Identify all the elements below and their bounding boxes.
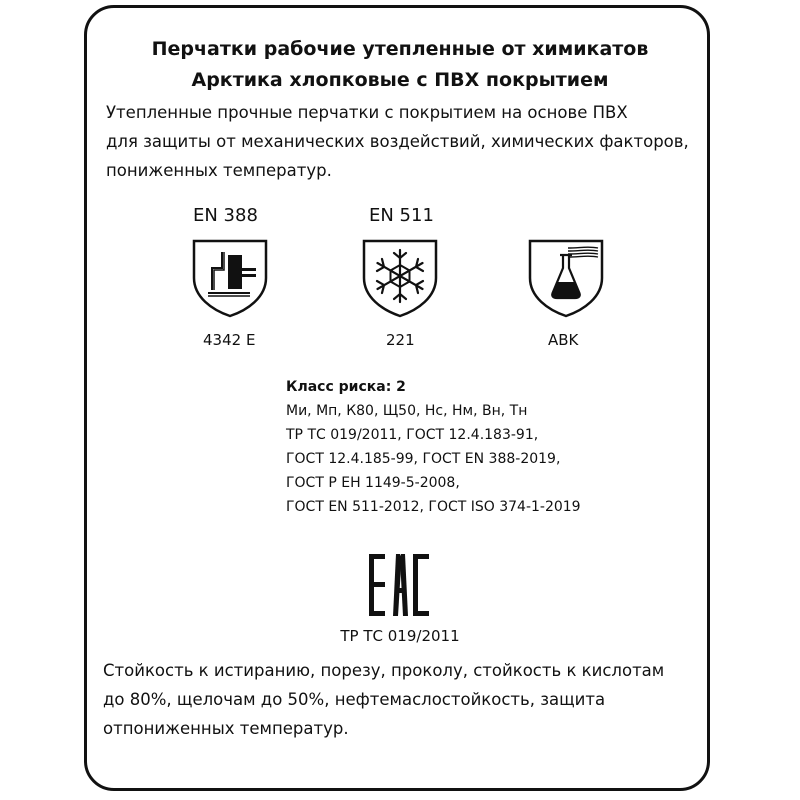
risk-line: Ми, Мп, К80, Щ50, Нс, Нм, Вн, Тн	[286, 403, 528, 419]
chemical-flask-shield-icon	[526, 238, 606, 318]
eac-mark-icon	[368, 553, 430, 617]
properties-description	[103, 656, 703, 743]
standard-label-en511: EN 511	[369, 205, 434, 226]
standard-code-en388: 4342 E	[203, 331, 256, 349]
cold-snowflake-shield-icon	[360, 238, 440, 318]
standard-code-chemical: ABK	[548, 331, 579, 349]
product-title-line-1: Перчатки рабочие утепленные от химикатов	[151, 38, 649, 60]
standard-code-en511: 221	[386, 331, 415, 349]
description-line: Утепленные прочные перчатки с покрытием на основе ПВХ	[106, 103, 628, 122]
risk-line: ГОСТ EN 511-2012, ГОСТ ISO 374-1-2019	[286, 499, 581, 515]
properties-line: Стойкость к истиранию, порезу, проколу, стойкость к кислотам	[103, 661, 665, 680]
risk-line: ГОСТ 12.4.185-99, ГОСТ EN 388-2019,	[286, 451, 561, 467]
product-description	[106, 98, 706, 185]
mechanical-hazard-shield-icon	[190, 238, 270, 318]
properties-line: до 80%, щелочам до 50%, нефтемаслостойкость, защита	[103, 690, 606, 709]
eac-caption: ТР ТС 019/2011	[340, 627, 460, 645]
product-title-line-2: Арктика хлопковые с ПВХ покрытием	[191, 69, 609, 91]
risk-line: ГОСТ Р ЕН 1149-5-2008,	[286, 475, 460, 491]
risk-class-block	[286, 375, 581, 519]
description-line: для защиты от механических воздействий, химических факторов,	[106, 132, 689, 151]
properties-line: отпониженных температур.	[103, 719, 349, 738]
risk-class-heading: Класс риска: 2	[286, 379, 406, 395]
risk-line: ТР ТС 019/2011, ГОСТ 12.4.183-91,	[286, 427, 539, 443]
description-line: пониженных температур.	[106, 161, 332, 180]
standard-label-en388: EN 388	[193, 205, 258, 226]
